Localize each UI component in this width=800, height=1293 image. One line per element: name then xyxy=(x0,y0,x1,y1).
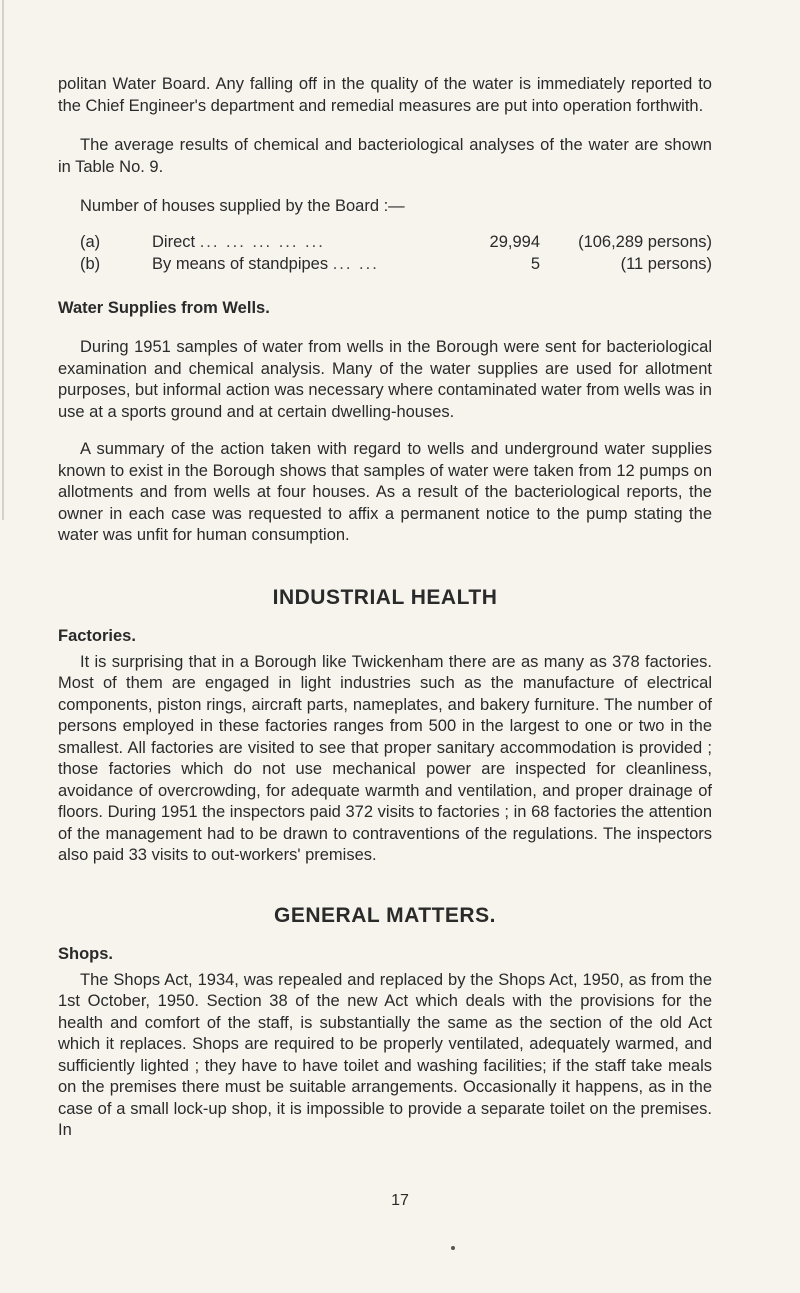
supply-row-label: (a) xyxy=(80,232,101,251)
supply-row-standpipes xyxy=(58,254,712,276)
scan-speck xyxy=(451,1246,455,1250)
shops-paragraph: The Shops Act, 1934, was repealed and replaced by the Shops Act, 1950, as from the 1st October, 1950. Section 38 of the new Act which deals with the provisions for the health and comfort of the staff, is substantially the same as the section of the old Act which it replaces. Shops are required to be properly ventilated, adequately warmed, and sufficiently lighted ; they have to have toilet and washing facilities; if the staff take meals on the premises there must be suitable arrangements. Occasionally it happens, as in the case of a small lock-up shop, it is impossible to provide a separate toilet on the premises. In xyxy=(58,970,712,1139)
supply-row-direct xyxy=(58,232,712,254)
analyses-paragraph: The average results of chemical and bacteriological analyses of the water are shown in Table No. 9. xyxy=(58,136,712,176)
supply-row-number: 29,994 xyxy=(489,232,540,251)
leader-dots: ... ... xyxy=(332,254,379,273)
wells-heading: Water Supplies from Wells. xyxy=(58,298,270,317)
supply-row-persons: (106,289 persons) xyxy=(578,232,712,251)
factories-subheading: Factories. xyxy=(58,627,136,645)
supply-row-text xyxy=(152,254,470,276)
intro-paragraph: politan Water Board. Any falling off in the quality of the water is immediately reported to the Chief Engineer's department and remedial measures are put into operation forthwith. xyxy=(58,75,712,115)
scan-edge-shadow xyxy=(2,0,4,520)
wells-paragraph-2: A summary of the action taken with regard to wells and underground water supplies known to exist in the Borough shows that samples of water were taken from 12 pumps on allotments and from wells at four houses. As a result of the bacteriological reports, the owner in each case was requested to affix a permanent notice to the pump stating the water was unfit for human consumption. xyxy=(58,440,712,544)
factories-paragraph: It is surprising that in a Borough like Twickenham there are as many as 378 factories. Most of them are engaged in light industries such as the manufacture of electrical components, piston rings, aircraft parts, nameplates, and bakery furniture. The number of persons employed in these factories ranges from 500 in the largest to one or two in the smallest. All factories are visited to see that proper sanitary accommodation is provided ; those factories which do not use mechanical power are inspected for cleanliness, avoidance of overcrowding, for adequate warmth and ventilation, and proper drainage of floors. During 1951 the inspectors paid 372 visits to factories ; in 68 factories the attention of the management had to be drawn to contraventions of the regulations. The inspectors also paid 33 visits to out-workers' premises. xyxy=(58,652,712,864)
wells-paragraph-1: During 1951 samples of water from wells in the Borough were sent for bacteriological examination and chemical analysis. Many of the water supplies are used for allotment purposes, but informal action was necessary where contaminated water from wells was in use at a sports ground and at certain dwelling-houses. xyxy=(58,338,712,421)
leader-dots: ... ... ... ... ... xyxy=(199,232,325,251)
shops-subheading: Shops. xyxy=(58,945,114,963)
supply-list xyxy=(58,232,712,276)
page-number: 17 xyxy=(391,1192,409,1209)
supply-row-persons: (11 persons) xyxy=(620,254,712,273)
document-page xyxy=(58,74,712,1142)
general-matters-heading: GENERAL MATTERS. xyxy=(274,903,496,927)
supply-row-label: (b) xyxy=(80,254,101,273)
supply-row-description: By means of standpipes xyxy=(152,254,329,273)
supply-row-number: 5 xyxy=(530,254,540,273)
industrial-health-heading: INDUSTRIAL HEALTH xyxy=(272,585,498,609)
supply-intro: Number of houses supplied by the Board :— xyxy=(80,197,405,215)
supply-row-text xyxy=(152,232,470,254)
supply-row-description: Direct xyxy=(152,232,196,251)
